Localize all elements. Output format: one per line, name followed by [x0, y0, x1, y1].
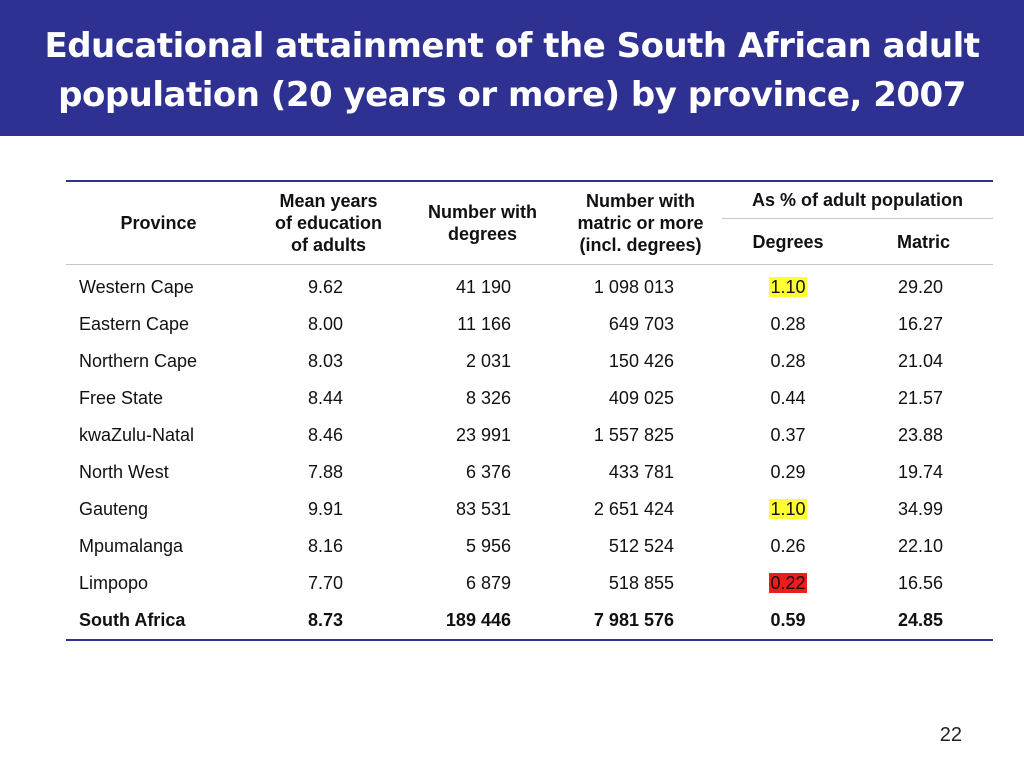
header-degrees-line-2: degrees	[447, 224, 518, 244]
pct-degrees-cell: 0.59	[722, 602, 854, 640]
table-body	[66, 265, 993, 641]
pct-degrees-cell: 0.37	[770, 425, 806, 445]
table-row	[66, 565, 993, 602]
header-mean-line-3: of adults	[291, 235, 366, 255]
degrees-count-cell: 6 879	[465, 573, 511, 593]
pct-degrees-cell	[722, 491, 854, 528]
pct-matric-cell: 34.99	[897, 499, 944, 519]
slide-title	[0, 22, 1024, 120]
pct-degrees-cell: 0.28	[770, 351, 806, 371]
table-row	[66, 528, 993, 565]
header-province: Province	[66, 181, 251, 265]
province-cell: kwaZulu-Natal	[79, 425, 195, 445]
province-cell: Northern Cape	[79, 351, 198, 371]
header-degrees	[406, 181, 559, 265]
province-cell: Mpumalanga	[79, 536, 184, 556]
pct-matric-cell: 22.10	[897, 536, 944, 556]
matric-count-cell: 409 025	[608, 388, 674, 408]
degrees-count-cell: 8 326	[465, 388, 511, 408]
matric-count-cell: 7 981 576	[559, 602, 722, 640]
province-cell: North West	[79, 462, 169, 482]
title-line-1: Educational attainment of the South African adult	[44, 26, 980, 66]
table-row	[66, 343, 993, 380]
header-matric-line-3: (incl. degrees)	[579, 235, 702, 255]
degrees-count-cell: 11 166	[457, 314, 511, 334]
mean-years-cell: 9.91	[307, 499, 344, 519]
province-cell: Western Cape	[79, 277, 194, 297]
highlighted-value: 0.22	[770, 573, 806, 593]
highlighted-value: 1.10	[770, 499, 806, 519]
mean-years-cell: 8.46	[307, 425, 344, 445]
province-cell: Limpopo	[79, 573, 149, 593]
province-cell: Gauteng	[79, 499, 149, 519]
matric-count-cell: 512 524	[608, 536, 674, 556]
table-row	[66, 491, 993, 528]
header-matric-line-1: Number with	[585, 191, 695, 211]
matric-count-cell: 649 703	[608, 314, 674, 334]
highlighted-value: 1.10	[770, 277, 806, 297]
mean-years-cell: 8.44	[307, 388, 344, 408]
degrees-count-cell: 6 376	[465, 462, 511, 482]
mean-years-cell: 7.88	[307, 462, 344, 482]
pct-matric-cell: 21.04	[897, 351, 944, 371]
degrees-count-cell: 2 031	[465, 351, 511, 371]
mean-years-cell: 8.03	[307, 351, 344, 371]
matric-count-cell: 433 781	[608, 462, 674, 482]
degrees-count-cell: 41 190	[455, 277, 511, 297]
matric-count-cell: 518 855	[608, 573, 674, 593]
header-matric	[559, 181, 722, 265]
header-matric-line-2: matric or more	[577, 213, 704, 233]
province-cell: Eastern Cape	[79, 314, 190, 334]
table-row	[66, 380, 993, 417]
header-pct-matric: Matric	[854, 219, 993, 265]
header-pct-group: As % of adult population	[722, 181, 993, 219]
mean-years-cell: 8.16	[307, 536, 344, 556]
mean-years-cell: 8.73	[251, 602, 406, 640]
matric-count-cell: 1 098 013	[593, 277, 674, 297]
table-row	[66, 306, 993, 343]
pct-matric-cell: 23.88	[897, 425, 944, 445]
attainment-table	[66, 180, 993, 641]
mean-years-cell: 9.62	[307, 277, 344, 297]
province-cell: South Africa	[66, 602, 251, 640]
header-pct-degrees: Degrees	[722, 219, 854, 265]
attainment-table-container	[66, 180, 993, 641]
title-banner	[0, 0, 1024, 136]
matric-count-cell: 2 651 424	[593, 499, 674, 519]
pct-matric-cell: 16.27	[897, 314, 944, 334]
pct-matric-cell: 29.20	[897, 277, 944, 297]
header-mean-line-1: Mean years	[279, 191, 378, 211]
pct-matric-cell: 21.57	[897, 388, 944, 408]
province-cell: Free State	[79, 388, 164, 408]
degrees-count-cell: 189 446	[406, 602, 559, 640]
matric-count-cell: 1 557 825	[593, 425, 674, 445]
pct-degrees-cell: 0.26	[770, 536, 806, 556]
degrees-count-cell: 5 956	[465, 536, 511, 556]
mean-years-cell: 7.70	[307, 573, 344, 593]
matric-count-cell: 150 426	[608, 351, 674, 371]
header-mean-years	[251, 181, 406, 265]
mean-years-cell: 8.00	[307, 314, 344, 334]
table-row	[66, 454, 993, 491]
pct-degrees-cell: 0.44	[770, 388, 806, 408]
table-total-row	[66, 602, 993, 640]
pct-degrees-cell: 0.28	[770, 314, 806, 334]
title-line-2: population (20 years or more) by province, 2007	[58, 75, 966, 115]
header-degrees-line-1: Number with	[427, 202, 537, 222]
header-mean-line-2: of education	[275, 213, 382, 233]
pct-degrees-cell	[722, 565, 854, 602]
pct-degrees-cell	[722, 265, 854, 307]
table-row	[66, 417, 993, 454]
degrees-count-cell: 23 991	[455, 425, 511, 445]
pct-matric-cell: 16.56	[897, 573, 944, 593]
pct-degrees-cell: 0.29	[770, 462, 806, 482]
pct-matric-cell: 19.74	[897, 462, 944, 482]
table-row	[66, 265, 993, 307]
page-number: 22	[939, 724, 962, 746]
pct-matric-cell: 24.85	[854, 602, 993, 640]
degrees-count-cell: 83 531	[455, 499, 511, 519]
